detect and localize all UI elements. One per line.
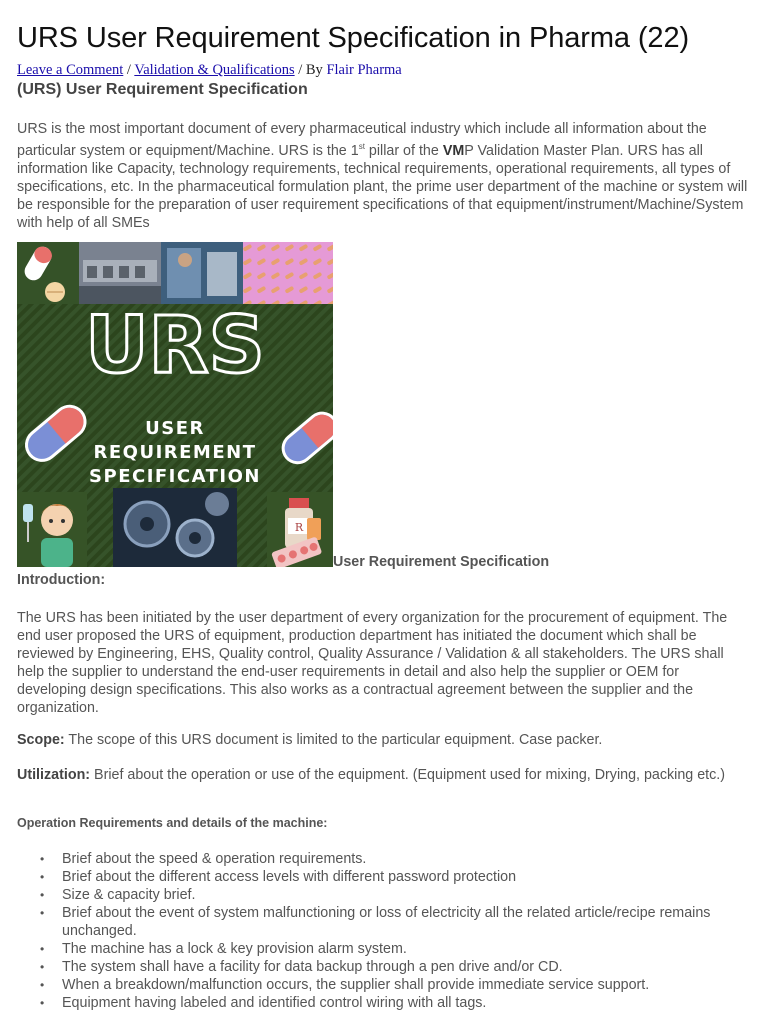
post-meta [17,62,402,79]
list-item: • The machine has a lock & key provision alarm system. [62,940,757,958]
page-title: URS User Requirement Specification in Pharma (22) [17,22,690,54]
utilization-paragraph [17,766,747,784]
list-item: • Equipment having labeled and identified control wiring with all tags. [62,994,757,1012]
author-link[interactable]: Flair Pharma [326,62,402,78]
requirements-list [17,850,757,1012]
scope-label: Scope: [17,732,65,748]
utilization-label: Utilization: [17,767,91,783]
introduction-heading: Introduction: [17,572,106,588]
list-item: • The system shall have a facility for data backup through a pen drive and/or CD. [62,958,757,976]
operation-requirements-heading: Operation Requirements and details of the machine: [17,816,328,830]
hero-line-requirement: REQUIREMENT [93,442,257,463]
leave-comment-link[interactable]: Leave a Comment [17,62,124,78]
scope-paragraph [17,731,747,749]
list-item: • Brief about the different access levels with different password protection [62,868,757,886]
urs-paragraph: The URS has been initiated by the user department of every organization for the procurement of equipment. The end user proposed the URS of equipment, production department has initiated the document which shall be reviewed by Engineering, EHS, Quality control, Quality Assurance / Validation & all stakeholders. The URS shall help the supplier to understand the end-user requirements in detail and also help the supplier or OEM for developing design specifications. This also works as a contractual agreement between the supplier and the organization. [17,610,728,716]
scope-text: The scope of this URS document is limited to the particular equipment. Case packer. [64,732,603,748]
list-item: • Brief about the speed & operation requirements. [62,850,757,868]
meta-by: / By [294,62,327,78]
list-item: • Brief about the event of system malfunctioning or loss of electricity all the related article/recipe remains unchanged. [62,904,757,940]
list-item: • Size & capacity brief. [62,886,757,904]
utilization-text: Brief about the operation or use of the equipment. (Equipment used for mixing, Drying, packing etc.) [90,767,726,783]
hero-urs-text: URS [85,301,265,391]
category-link[interactable]: Validation & Qualifications [134,62,295,78]
urs-hero-image [17,242,333,567]
image-caption: User Requirement Specification [333,554,550,570]
hero-line-specification: SPECIFICATION [89,466,261,487]
list-item: • When a breakdown/malfunction occurs, the supplier shall provide immediate service support. [62,976,757,994]
hero-line-user: USER [145,418,205,439]
article-subtitle: (URS) User Requirement Specification [17,81,308,98]
meta-separator: / [123,62,135,78]
svg-text:R: R [294,521,304,534]
intro-paragraph: URS is the most important document of every pharmaceutical industry which include all information about the particular system or equipment/Machine. URS is the 1st pillar of the VMP Validation Master Plan. URS has all information like Capacity, technology requirements, technical requirements, operational requirements, all types of specifications, etc. In the pharmaceutical formulation plant, the prime user department of the machine or system will be responsible for the preparation of user requirement specifications of that equipment/instrument/Machine/System with help of all SMEs [17,121,748,231]
